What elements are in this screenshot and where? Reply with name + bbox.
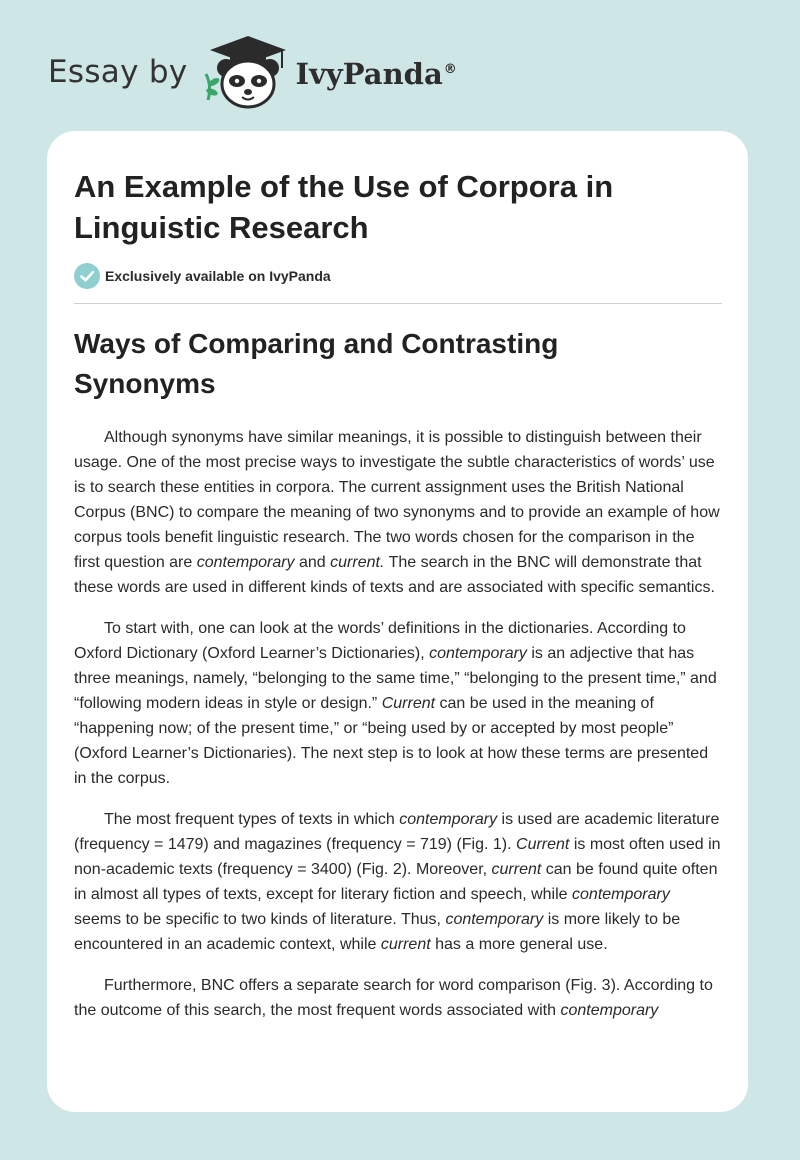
italic-term: contemporary [572,886,670,903]
body-paragraph [74,807,721,957]
text-run: is used are academic literature (frequency = 1479) and magazines (frequency = 719) (Fig. 1). [74,811,720,853]
italic-term: Current [381,695,436,712]
italic-term: contemporary [196,554,295,571]
text-run: is an adjective that has three meanings, namely, “belonging to the same time,” “belonging to the present time,” and “following modern ideas in style or design.” [74,645,717,712]
italic-term: current. [330,554,385,571]
text-run: The most frequent types of texts in which [104,811,400,828]
text-run: is most often used in non-academic texts (frequency = 3400) (Fig. 2). Moreover, [74,836,721,878]
italic-term: contemporary [560,1002,659,1019]
brand-name[interactable] [296,57,457,91]
page-title: An Example of the Use of Corpora in Linguistic Research [74,169,614,245]
text-run: Furthermore, BNC offers a separate search for word comparison (Fig. 3). According to the outcome of this search, the most frequent words associated with [74,977,713,1019]
body-paragraph [74,973,721,1023]
body-paragraph [74,425,721,600]
italic-term: contemporary [429,645,527,662]
check-circle-icon [74,263,100,289]
divider [74,303,722,304]
text-run: To start with, one can look at the words’ definitions in the dictionaries. According to Oxford Dictionary (Oxford Learner’s Dictionaries), [74,620,686,662]
site-header [48,32,457,112]
italic-term: current [491,861,542,878]
text-run: is more likely to be encountered in an academic context, while [74,911,681,953]
text-run: can be used in the meaning of “happening now; of the present time,” or “being used by or accepted by most people” (Oxford Learner’s Dictionaries). The next step is to look at how these terms are presented in the corpus. [74,695,709,787]
exclusive-badge [74,263,331,289]
registered-mark: ® [443,62,457,78]
panda-logo-icon[interactable] [202,34,294,110]
section-heading: Ways of Comparing and Contrasting Synonyms [74,328,559,399]
essay-by-label: Essay by [48,54,188,90]
text-run: The search in the BNC will demonstrate that these words are used in different kinds of texts and are associated with specific semantics. [74,554,715,596]
brand-name-text: IvyPanda [295,57,443,91]
essay-card [47,131,748,1112]
text-run: has a more general use. [430,936,608,953]
badge-text: Exclusively available on IvyPanda [105,268,331,284]
essay-body [74,425,721,1039]
italic-term: contemporary [445,911,544,928]
text-run: seems to be specific to two kinds of literature. Thus, [74,911,446,928]
italic-term: current [380,936,431,953]
italic-term: Current [516,836,570,853]
text-run: Although synonyms have similar meanings, it is possible to distinguish between their usage. One of the most precise ways to investigate the subtle characteristics of words’ use is to search these entities in corpora. The current assignment uses the British National Corpus (BNC) to compare the meaning of two synonyms and to provide an example of how corpus tools benefit linguistic research. The two words chosen for the comparison in the first question are [74,429,720,571]
text-run: can be found quite often in almost all types of texts, except for literary fiction and speech, while [74,861,718,903]
body-paragraph [74,616,721,791]
text-run: and [294,554,331,571]
italic-term: contemporary [399,811,498,828]
